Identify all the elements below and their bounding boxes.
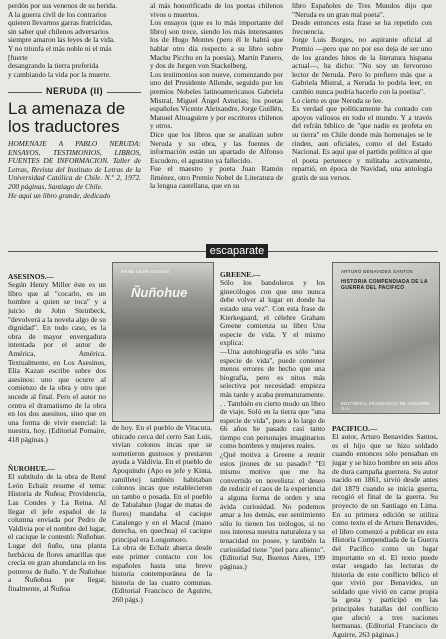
poem-text: perdón por sus venenos de su herida. A la guerra civil de los contrarios quieren llevarnos garras fratricidas, sin saber qué chilenos adversarios siempre amaron las leyes de la vida. Y no triunfa el más noble ni el más [fuerte desangrando la tierra preferida y cambiando la vida por la muerte.: [8, 1, 117, 79]
pacifico-body: El autor, Arturo Benavides Santos, es el hijo que se hizo soldado cuando entonces sólo pensaban en jugar y se hizo hombre en seis años de dura campaña guerrera. Su autor nacido en 1861, sirvió desde antes del 1879 cuando se inicia guerra, recogió el final de la guerra. Su proyecto de un Santiago en Lima. En su primera edición se utiliza como texto el de Arturo Benavides, el libro comenzó a publicar en esta Historia Compendiada de la Guerra del Pacífico como un lugar importante en el. El texto puede estar sesgado las lecturas de historia de este conflicto bélico el que vivió por Benavides, un soldado que vivió en carne propia la gesta y participó en las principales batallas del conflicto que afectó a tres naciones hermanas. (Editorial Francisco de Aguirre, 263 páginas.): [332, 432, 438, 639]
article-column-3: libro Españoles de Tres Mundos dijo que "Neruda es un gran mal poeta". Desde entonces esta frase se ha repetido con frecuencia. Jorge Luis Borges, no aspirante oficial al Premio —pero que no por eso deja de ser uno de los grandes hitos de la literatura hispana actual—, ha dicho: "No soy un fervoroso lector de Neruda. Pero lo prefiero más que a Gabriela Mistral, a Neruda lo podría leer, en cambio nunca podría hacerlo con la poetisa". Lo cierto es que Neruda se lee. Es verdad que políticamente ha contado con apoyos valiosos en todo el mundo. Y a través del refrán bíblico de "que nadie es profeta en su tierra" en Chile donde más homenajes se le rinden, aun oficiales, como el del Estado Nacional. Es aquí que el partido político al que el poeta pertenece y militaba activamente, repartió, en época de Navidad, una antología gratis de sus versos.: [292, 1, 432, 182]
review-pacifico: [332, 416, 438, 639]
asesinos-heading: ASESINOS.—: [8, 271, 54, 281]
escaparate-banner: escaparate: [206, 244, 268, 258]
book-cover-nunohue: [112, 262, 214, 422]
article-title: La amenaza de los traductores: [8, 99, 126, 136]
book1-author: RENE LEON ECHAIZ: [121, 269, 170, 274]
greene-body: Sólo los bandoleros y los ginecólogos con que uno nunca debe volver al lugar en donde ha estado una vez". Con esta frase de Kierkegaard, el célebre Graham Greene comienza su libro Una especie de vida. Y el mismo explica: —Una autobiografía es sólo "una especie de vida", puede contener menos errores de hecho que una biografía, pero es nitos más selectiva por necesidad: empieza más tarde y acaba prematuramente. . . También en cierto modo un libro de viaje. Soló en la tierra que "una especie de vida", pues a lo largo de 66 años he pasado casi tanto tiempo con personajes imaginarios como hombres y mujeres reales. ¿Qué motiva a Greene a reunir estos jirones de su pasado? "El mismo motivo que me ha convertido en novelista: el deseo de reducir el caos de la experiencia a alguna forma de orden y una ávida curiosidad. No podemos amar a los demás, ese sentimiento sólo lo tienen los teólogos, si no nos interesa nuestra naturaleza y su tenacidad no posee, y también la curiosidad tiene "piel para aliento". (Editorial Sur, Buenos Aires, 199 páginas.): [220, 278, 325, 571]
asesinos-body: Según Henry Miller éste es un libro que al "cocarlo, es un hombre a quien se toca" y a juicio de John Steinbeck, "devolverá a la novela algo de su dignidad". En todo caso, es la obra de mayor envergadura intentada por el autor de América, América. Textualmente, en Los Asesinos, Elia Kazan escribe sobre dos asesinos: uno que ocurre al comienzo de la obra y otro que sucede al final. Pero el autor no centra el dramatismo de la obra en los dos asesinos, sino que en una forma de vivir esencial: la nuestra, hoy. (Editorial Pomaire, 418 páginas.): [8, 280, 106, 444]
review-greene: [220, 262, 325, 596]
section-kicker: NERUDA (II): [42, 86, 107, 96]
review-nurohue-cont: de hoy. En el pueblo de Vitacura, ubicado cerca del cerro San Luis, vivían colonos incas que se sometieron gustosos y prestaron ayuda a Valdivia. En el pueblo de Apoquindo (Apo es jefe y Kinta, ramillete) también habitaban colonos incas que establecieron un tambo o posada. En el pueblo de Tabalahue (lugar de matas de flores) mandaba el cacique Catalengo y en el Macul (mano derecha, en quechua) el cacique principal era Longomoro. La obra de Echaíz abarca desde este primer contacto con los españoles hasta una breve historia contemporánea de la historia de las cuatro comunas. (Editorial Francisco de Aguirre, 260 págs.): [112, 423, 212, 604]
nurohue-body: El subtítulo de la obra de René León Echaíz resume el tema: Historia de Ñuñoa; Providencia, Las Condes y La Reina. Al llegar el jefe español de la columna enviada por Pedro de Valdivia por el nombre del lugar, el cacique le contestó: Ñuñohue. Lugar del ñuño, una planta herbácea de flores amarillas que crecía en gran abundancia en los potreros de ñuño. Y de Ñuñohue a Ñuñohua por llegar, finalmente, al Ñuñoa: [8, 472, 106, 593]
pacifico-heading: PACIFICO.—: [332, 423, 378, 433]
book-cover-pacifico: [332, 262, 440, 414]
book2-publisher: EDITORIAL FRANCISCO DE AGUIRRE S.A.: [341, 401, 431, 411]
review-nurohue: [8, 456, 106, 596]
article-column-2: al más honorificado de los poetas chilenos vivos o muertos. Los ensayos (que es lo más importante del libro) son trece, siendo los más interesantes los de Hugo Montes (pero él le habrá que hablar otro día respecto a su libro sobre Machu Picchu en la poesía), Martín Panero, y dos de Jurgen von Stackelberg. Los testimonios son nueve, comenzando por uno del Presidente Allende, seguido por los premios Nobeles latinoamericanos Gabriela Mistral, Miguel Ángel Asturias; los poetas españoles Vicente Aleixandre, Jorge Guillén, Manuel Altoaguirre y por escritores chilenos y otros. Dice que los libros que se analizan sobre Neruda y su obra, y las fuentes de información están un apartado de Alfonso Escudero, el agustino ya fallecido. Fue el maestro y poeta Juan Ramón Jiménez, otro Premio Nobel de Literatura de la lengua castellana, que en su: [150, 1, 283, 191]
article-intro: HOMENAJE A PABLO NERUDA: ENSAYOS, TESTIMONIOS, LIBROS, FUENTES DE INFORMACION. Taller de Letras, Revista del Instituto de Letras de la Universidad Católica de Chile. N.º 2, 1972. 200 páginas, Santiago de Chile. He aquí un libro grande, dedicado: [8, 139, 141, 200]
nurohue-heading: ÑUROHUE.—: [8, 463, 56, 473]
greene-heading: GREENE.—: [220, 269, 261, 279]
book1-title: Ñuñohue: [131, 285, 188, 300]
review-asesinos: [8, 264, 106, 452]
book2-title: HISTORIA COMPENDIADA DE LA GUERRA DEL PACIFICO: [341, 279, 428, 291]
book2-author: ARTURO BENAVIDES SANTOS: [341, 269, 414, 274]
